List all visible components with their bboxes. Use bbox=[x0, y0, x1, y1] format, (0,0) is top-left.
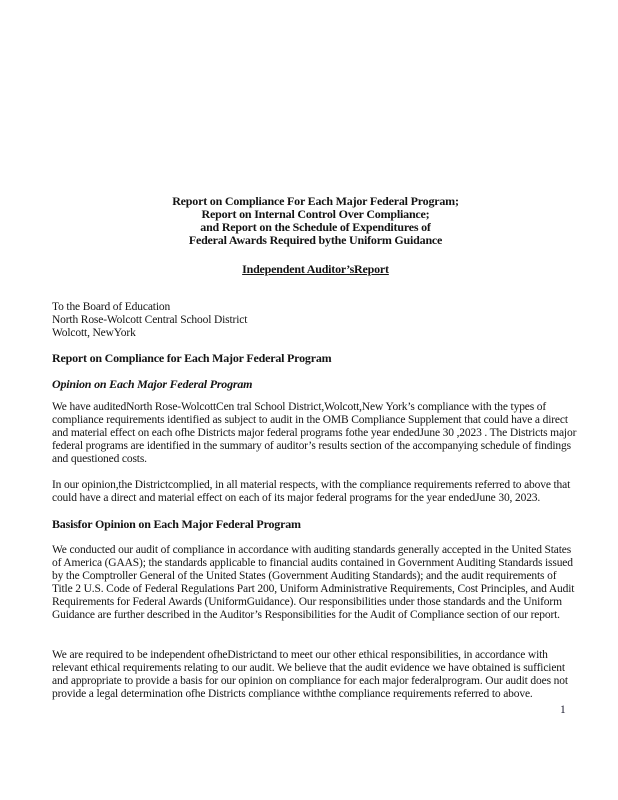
report-title-line-2: Report on Internal Control Over Compliance; bbox=[201, 207, 430, 221]
report-title-line-4: Federal Awards Required bythe Uniform Guidance bbox=[188, 233, 443, 247]
section-heading-compliance: Report on Compliance for Each Major Federal Program bbox=[52, 351, 332, 365]
section-heading-basis: Basisfor Opinion on Each Major Federal Program bbox=[52, 517, 301, 531]
report-subtitle: Independent Auditor’sReport bbox=[242, 262, 389, 276]
addressee-line-3: Wolcott, NewYork bbox=[52, 327, 136, 339]
page-number: 1 bbox=[560, 704, 566, 716]
paragraph-audit-scope: We have auditedNorth Rose-WolcottCen tral School District,Wolcott,New York’s compliance with the types of compliance requirements identified as subject to audit in the OMB Compliance Supplement that could have a direct and material effect on each ofhe Districts major federal programs fothe year endedJune 30 ,2023 . The Districts major federal programs are identified in the summary of auditor’s results section of the accompanying schedule of findings and questioned costs. bbox=[52, 401, 577, 466]
report-subtitle-block bbox=[52, 260, 579, 278]
addressee-line-1: To the Board of Education bbox=[52, 301, 171, 313]
subheading-opinion: Opinion on Each Major Federal Program bbox=[52, 377, 253, 391]
paragraph-independence: We are required to be independent ofheDistrictand to meet our other ethical responsibilities, in accordance with relevant ethical requirements relating to our audit. We believe that the audit evidence we have obtained is sufficient and appropriate to provide a basis for our opinion on compliance for each major federalprogram. Our audit does not provide a legal determination ofhe Districts compliance withthe compliance requirements referred to above. bbox=[52, 649, 568, 701]
report-title-line-3: and Report on the Schedule of Expenditures of bbox=[200, 220, 431, 234]
addressee-block bbox=[52, 301, 579, 340]
report-title-line-1: Report on Compliance For Each Major Federal Program; bbox=[172, 194, 459, 208]
paragraph-basis-for-opinion: We conducted our audit of compliance in accordance with auditing standards generally accepted in the United States of America (GAAS); the standards applicable to financial audits contained in Government Auditing Standards issued by the Comptroller General of the United States (Government Auditing Standards); and the audit requirements of Title 2 U.S. Code of Federal Regulations Part 200, Uniform Administrative Requirements, Cost Principles, and Audit Requirements for Federal Awards (UniformGuidance). Our responsibilities under those standards and the Uniform Guidance are further described in the Auditor’s Responsibilities for the Audit of Compliance section of our report. bbox=[52, 544, 575, 622]
report-title bbox=[52, 195, 579, 247]
addressee-line-2: North Rose-Wolcott Central School District bbox=[52, 314, 248, 326]
paragraph-opinion: In our opinion,the Districtcomplied, in all material respects, with the compliance requirements referred to above that could have a direct and material effect on each of its major federal programs for the year endedJune 30, 2023. bbox=[52, 479, 571, 505]
